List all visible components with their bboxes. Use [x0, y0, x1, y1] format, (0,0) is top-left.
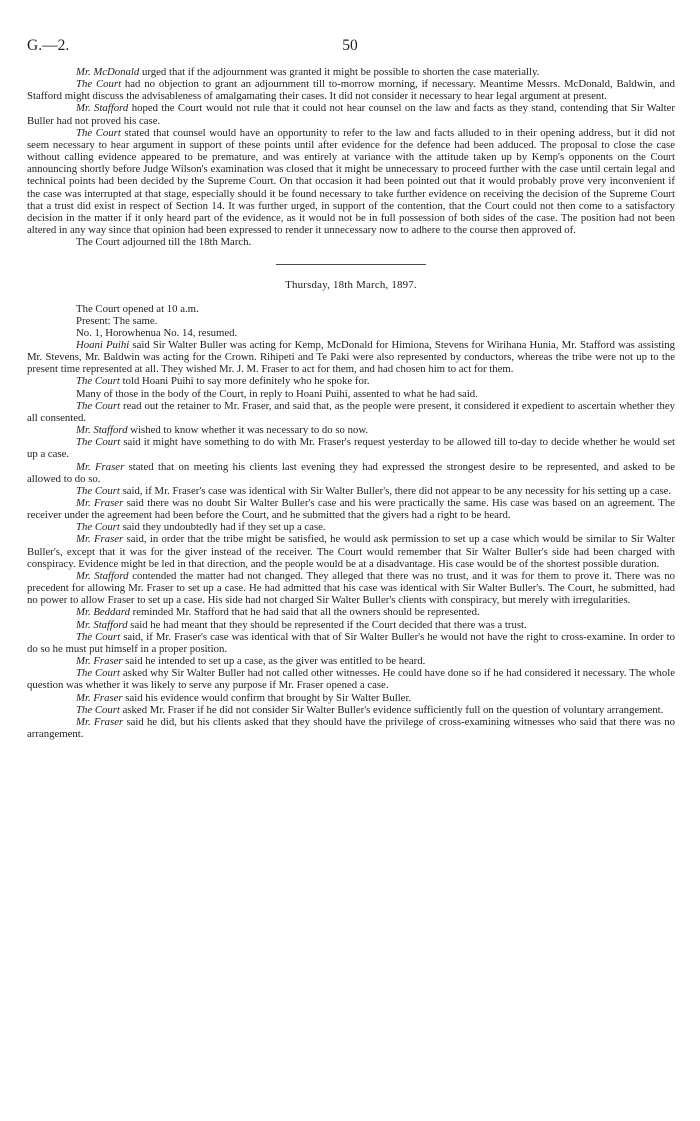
paragraph-text: contended the matter had not changed. They alleged that there was no trust, and it was for them to prove it. There was no precedent for allowing Mr. Fraser to set up a case. He had admitted that his case was identical with Sir Walter Buller's. The Court, he submitted, had no power to allow Fraser to set up a case. His side had not charged Sir Walter Buller's clients with conspiracy, but merely with irregularities.: [27, 569, 675, 607]
paragraph-text: hoped the Court would not rule that it could not hear counsel on the law and facts as they stand, contending that Sir Walter Buller had not proved his case.: [27, 102, 675, 127]
speaker-name: Mr. Fraser: [76, 655, 123, 668]
paragraph-text: stated that counsel would have an opportunity to refer to the law and facts alluded to in their opening address, but it did not seem necessary to hear argument in support of these points until after evidence for the defence had been adduced. The proposal to close the case without calling evidence appeared to be premature, and was entirely at variance with the attitude taken up by Kemp's opponents on the Court announcing shortly before Judge Wilson's examination was closed that it might be unnecessary to proceed further with the case until certain legal and technical points had been decided by the Supreme Court. On that occasion it had been pointed out that it would probably prove very inconvenient if the case was interrupted at that stage, especially should it be found necessary to take further evidence on receiving the decision of the Supreme Court that a trust did exist in respect of Section 14. It was further urged, in support of the contention, that the Court could not then come to a satisfactory decision in the matter if it only heard part of the evidence, as it would not be in full possession of both sides of the case. The position had not been altered in any way since that opinion had been expressed to render it unnecessary now to adhere to the course then approved of.: [27, 126, 676, 237]
speaker-name: The Court: [76, 436, 121, 449]
paragraph-text: said it might have something to do with Mr. Fraser's request yesterday to be allowed till to-day to decide whether he would set up a case.: [27, 436, 676, 461]
paragraph-text: said, if Mr. Fraser's case was identical with Sir Walter Buller's, there did not appear to be any necessity for his setting up a case.: [119, 484, 672, 497]
paragraph-text: said he did, but his clients asked that they should have the privilege of cross-examining witnesses who said that there was no arrangement.: [27, 715, 675, 740]
parliamentary-paper-reference: G.—2.: [27, 37, 70, 54]
speaker-name: The Court: [76, 630, 121, 643]
paragraph-text: No. 1, Horowhenua No. 14, resumed.: [76, 326, 238, 339]
paragraph-text: said his evidence would confirm that brought by Sir Walter Buller.: [122, 691, 412, 704]
speaker-name: Mr. Fraser: [76, 715, 124, 728]
paragraph: [27, 667, 675, 691]
speaker-name: Mr. Beddard: [76, 606, 130, 619]
paragraph: [27, 570, 675, 606]
paragraph-text: Present: The same.: [76, 314, 158, 327]
paragraph-text: stated that on meeting his clients last evening they had expressed the strongest desire to be represented, and asked to be allowed to do so.: [27, 460, 675, 485]
paragraph-text: asked why Sir Walter Buller had not called other witnesses. He could have done so if he had considered it necessary. The whole question was whether it was likely to serve any purpose if Mr. Fraser opened a case.: [27, 667, 675, 692]
speaker-name: The Court: [76, 375, 120, 388]
speaker-name: The Court: [76, 484, 120, 497]
document-body: [27, 66, 675, 740]
date-heading: Thursday, 18th March, 1897.: [285, 279, 417, 292]
speaker-name: The Court: [76, 667, 121, 680]
speaker-name: Mr. Stafford: [76, 424, 128, 437]
paragraph: [27, 424, 675, 436]
paragraph: [27, 339, 675, 375]
paragraph: [27, 327, 675, 339]
paragraph: [27, 716, 675, 740]
paragraph-text: said he intended to set up a case, as the giver was entitled to be heard.: [122, 655, 426, 668]
paragraph: [27, 606, 675, 618]
speaker-name: Mr. McDonald: [76, 66, 140, 78]
speaker-name: Mr. Fraser: [76, 460, 125, 473]
paragraph: [27, 315, 675, 327]
section-proceedings-18th: [27, 303, 675, 741]
speaker-name: Mr. Stafford: [76, 618, 128, 631]
paragraph: [27, 631, 675, 655]
paragraph: [27, 521, 675, 533]
speaker-name: Mr. Stafford: [76, 102, 129, 115]
paragraph: [27, 303, 675, 315]
speaker-name: The Court: [76, 399, 121, 412]
page-number: 50: [342, 37, 358, 54]
paragraph-text: asked Mr. Fraser if he did not consider Sir Walter Buller's evidence sufficiently full on the question of voluntary arrangement.: [119, 703, 664, 716]
paragraph: [27, 485, 675, 497]
speaker-name: Mr. Fraser: [76, 533, 124, 546]
paragraph: [27, 497, 675, 521]
paragraph: [27, 400, 675, 424]
paragraph: [27, 102, 675, 126]
speaker-name: Hoani Puihi: [76, 338, 130, 351]
paragraph: [27, 66, 675, 78]
paragraph-text: urged that if the adjournment was granted it might be possible to shorten the case materially.: [139, 66, 540, 78]
paragraph: [27, 619, 675, 631]
speaker-name: The Court: [76, 521, 120, 534]
section-divider: [276, 264, 426, 265]
paragraph-text: said he had meant that they should be represented if the Court decided that there was a trust.: [127, 618, 527, 631]
paragraph: [27, 78, 675, 102]
speaker-name: Mr. Fraser: [76, 691, 123, 704]
speaker-name: The Court: [76, 78, 122, 91]
paragraph: [27, 375, 675, 387]
paragraph: [27, 533, 675, 569]
paragraph-text: told Hoani Puihi to say more definitely who he spoke for.: [119, 375, 370, 388]
paragraph-text: Many of those in the body of the Court, in reply to Hoani Puihi, assented to what he had said.: [76, 387, 478, 400]
paragraph: [27, 461, 675, 485]
paragraph: [27, 436, 675, 460]
paragraph-text: reminded Mr. Stafford that he had said that all the owners should be represented.: [129, 606, 480, 619]
speaker-name: The Court: [76, 126, 121, 139]
paragraph-text: read out the retainer to Mr. Fraser, and said that, as the people were present, it considered it expedient to ascertain whether they all consented.: [27, 399, 676, 424]
paragraph-text: said there was no doubt Sir Walter Buller's case and his were practically the same. His case was based on an agreement. The receiver under the agreement had been before the Court, and he submitted that the givers had a right to be heard.: [27, 497, 675, 522]
paragraph-text: wished to know whether it was necessary to do so now.: [127, 424, 369, 437]
paragraph-text: said they undoubtedly had if they set up a case.: [119, 521, 326, 534]
paragraph: [27, 704, 675, 716]
speaker-name: Mr. Fraser: [76, 497, 124, 509]
speaker-name: The Court: [76, 703, 120, 716]
paragraph: [27, 388, 675, 400]
paragraph-text: said Sir Walter Buller was acting for Kemp, McDonald for Himiona, Stevens for Wirihana Hunia, Mr. Stafford was assisting Mr. Stevens, Mr. Baldwin was acting for the Crown. Rihipeti and Te Paki were also represented by conductors, whereas the tribe were not up to the present time represented at all. They wished Mr. J. M. Fraser to act for them, and had chosen him to act for them.: [27, 338, 675, 376]
paragraph-text: had no objection to grant an adjournment till to-morrow morning, if necessary. Meantime Messrs. McDonald, Baldwin, and Stafford might discuss the advisableness of amalgamating their cases. It did not consider it necessary to hear legal argument at present.: [27, 78, 675, 103]
paragraph-text: said, in order that the tribe might be satisfied, he would ask permission to set up a case which would be similar to Sir Walter Buller's, except that it was for the giver instead of the receiver. The Court would remember that Sir Walter Buller's side had been charged with conspiracy. Evidence might be led in that direction, and the people would be at a disadvantage. His case would be of the shortest possible duration.: [27, 533, 675, 570]
page-header: [27, 37, 673, 59]
speaker-name: Mr. Stafford: [76, 569, 129, 582]
paragraph-text: The Court adjourned till the 18th March.: [76, 236, 252, 249]
paragraph-text: The Court opened at 10 a.m.: [76, 302, 199, 315]
paragraph: [27, 127, 675, 236]
paragraph-text: said, if Mr. Fraser's case was identical with that of Sir Walter Buller's he would not have the right to cross-examine. In order to do so he must put himself in a proper position.: [27, 630, 676, 655]
section-proceedings-17th: [27, 66, 675, 248]
paragraph: [27, 655, 675, 667]
paragraph: [27, 236, 675, 248]
paragraph: [27, 692, 675, 704]
